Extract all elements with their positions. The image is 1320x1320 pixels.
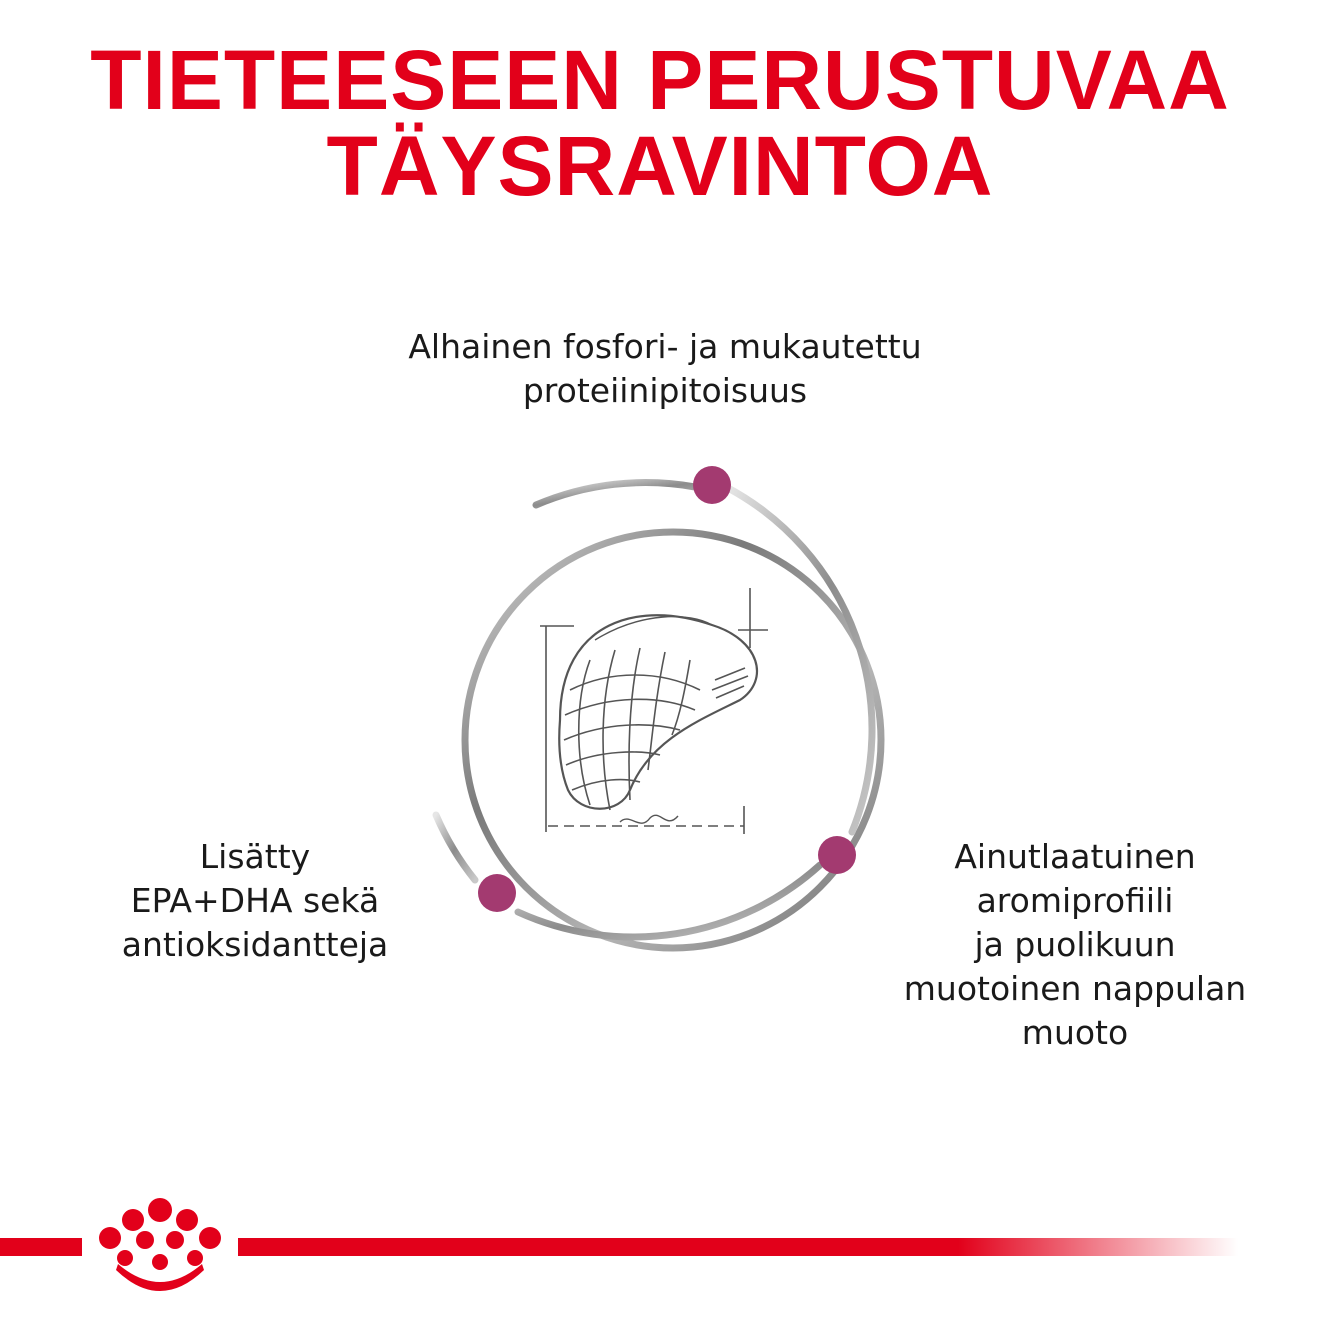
page-title-line-1: TIETEESEEN PERUSTUVAA [90, 33, 1230, 127]
benefit-right-line: Ainutlaatuinen [954, 837, 1196, 876]
benefit-right-line: ja puolikuun [974, 925, 1176, 964]
benefit-left-line: antioksidantteja [121, 925, 389, 964]
benefit-top-line: proteiinipitoisuus [522, 371, 808, 410]
outer-arc-bottom [518, 865, 820, 937]
footer-band [0, 1238, 1238, 1256]
royal-canin-crown-logo [99, 1198, 221, 1291]
kibble-sketch-icon [540, 588, 768, 834]
benefit-right-line: aromiprofiili [976, 881, 1174, 920]
benefit-dot-right [818, 836, 856, 874]
benefit-top-line: Alhainen fosfori- ja mukautettu [408, 327, 922, 366]
benefit-text-right [870, 835, 1280, 1055]
benefit-text-top [360, 325, 970, 413]
benefit-right-line: muoto [1021, 1013, 1129, 1052]
benefit-text-left [60, 835, 450, 967]
outer-arc-right [728, 488, 872, 832]
page-title-line-2: TÄYSRAVINTOA [326, 119, 994, 213]
outer-arc-top [536, 483, 695, 505]
inner-ring [465, 532, 881, 948]
benefit-right-line: muotoinen nappulan [903, 969, 1247, 1008]
benefit-left-line: EPA+DHA sekä [130, 881, 380, 920]
benefit-left-line: Lisätty [199, 837, 311, 876]
benefit-dot-left [478, 874, 516, 912]
benefit-dot-top [693, 466, 731, 504]
